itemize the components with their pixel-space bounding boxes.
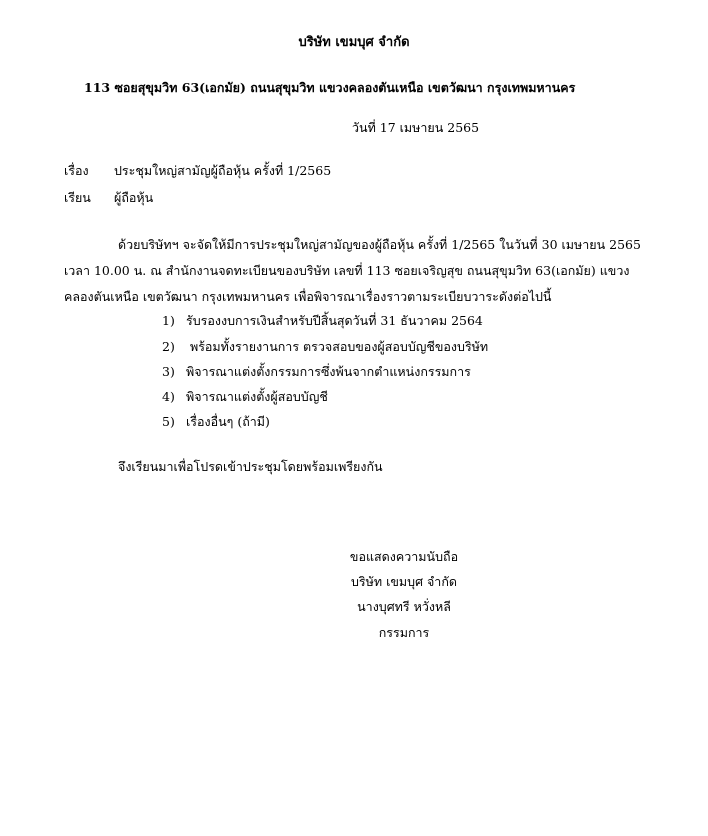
recipient-text: ผู้ถือหุ้น: [114, 190, 154, 205]
agenda-text: เรื่องอื่นๆ (ถ้ามี): [186, 414, 270, 429]
agenda-item: [162, 364, 471, 380]
recipient-label: เรียน: [64, 190, 91, 205]
agenda-number: 3): [162, 364, 175, 379]
subject-label: เรื่อง: [64, 163, 89, 178]
agenda-text: พร้อมทั้งรายงานการ ตรวจสอบของผู้สอบบัญชีของบริษัท: [186, 339, 489, 354]
subject-text: ประชุมใหญ่สามัญผู้ถือหุ้น ครั้งที่ 1/2565: [114, 163, 332, 178]
company-address: 113 ซอยสุขุมวิท 63(เอกมัย) ถนนสุขุมวิท แขวงคลองตันเหนือ เขตวัฒนา กรุงเทพมหานคร: [84, 80, 576, 95]
body-line-3: คลองตันเหนือ เขตวัฒนา กรุงเทพมหานคร เพื่อพิจารณาเรื่องราวตามระเบียบวาระดังต่อไปนี้: [64, 289, 552, 304]
agenda-number: 5): [162, 414, 175, 429]
body-line-1: ด้วยบริษัทฯ จะจัดให้มีการประชุมใหญ่สามัญของผู้ถือหุ้น ครั้งที่ 1/2565 ในวันที่ 30 เมษายน 2565: [118, 237, 641, 252]
closing-line: จึงเรียนมาเพื่อโปรดเข้าประชุมโดยพร้อมเพรียงกัน: [118, 459, 383, 474]
agenda-item: [162, 389, 328, 405]
agenda-text: รับรองงบการเงินสำหรับปีสิ้นสุดวันที่ 31 ธันวาคม 2564: [186, 313, 483, 328]
agenda-number: 1): [162, 313, 175, 328]
signature-regards: ขอแสดงความนับถือ: [349, 549, 459, 564]
recipient-row: [64, 190, 153, 206]
company-name: บริษัท เขมบุศ จำกัด: [298, 35, 410, 50]
subject-row: [64, 163, 331, 179]
agenda-text: พิจารณาแต่งตั้งผู้สอบบัญชี: [186, 389, 328, 404]
agenda-item: [162, 313, 483, 329]
signature-name: นางบุศทรี หวั่งหลี: [357, 599, 451, 614]
agenda-item: [162, 414, 270, 430]
body-line-2: เวลา 10.00 น. ณ สำนักงานจดทะเบียนของบริษัท เลขที่ 113 ซอยเจริญสุข ถนนสุขุมวิท 63(เอกมัย) แขวง: [64, 263, 630, 278]
agenda-text: พิจารณาแต่งตั้งกรรมการซึ่งพ้นจากตำแหน่งกรรมการ: [186, 364, 471, 379]
letter-date: วันที่ 17 เมษายน 2565: [352, 120, 480, 135]
agenda-number: 2): [162, 339, 175, 354]
agenda-number: 4): [162, 389, 175, 404]
agenda-item: [162, 339, 488, 355]
signature-position: กรรมการ: [378, 625, 430, 640]
signature-company: บริษัท เขมบุศ จำกัด: [350, 574, 458, 589]
